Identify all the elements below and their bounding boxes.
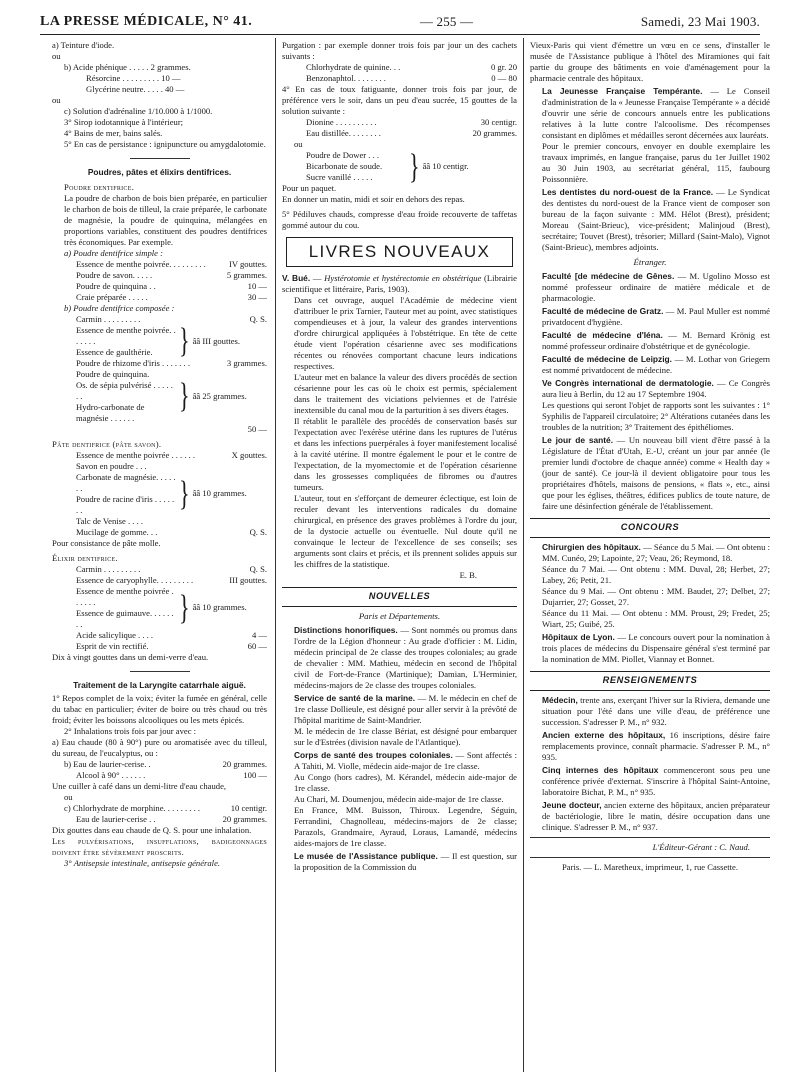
- recipe-row: Essence de menthe poivrée. . . . . . . . . IV gouttes.: [76, 258, 267, 269]
- text-line: Résorcine . . . . . . . . . 10 —: [86, 73, 181, 83]
- section-title: Poudres, pâtes et élixirs dentifrices.: [87, 167, 232, 177]
- news-item: Faculté de médecine de Leipzig. — M. Lothar von Griegern est nommé privatdocent de médecine.: [542, 354, 770, 376]
- separator: [130, 158, 190, 159]
- paragraph: La poudre de charbon de bois bien préparée, en particulier le charbon de bois de tilleul, la craie préparée, le carbonate de magnésie, la poudre de quinquina, mélangées en proportions variables, constituent des poudres dentifrices très économiques. Par exemple.: [64, 192, 267, 247]
- paragraph: Au Congo (hors cadres), M. Kérandel, médecin aide-major de 1re classe.: [294, 771, 517, 793]
- recipe-group: Savon en poudre . . . Carbonate de magnésie. . . . . . . Poudre de racine d'iris . . . . . . . Talc de Venise . . . . } ââ 10 grammes.: [76, 460, 247, 526]
- paragraph: 4° En cas de toux fatiguante, donner trois fois par jour, de préférence vers le soir, dans un peu d'eau sucrée, 15 gouttes de la solution suivante :: [282, 84, 517, 116]
- paragraph: 5° Pédiluves chauds, compresse d'eau froide recouverte de taffetas gommé autour du cou.: [282, 209, 517, 230]
- news-item: Hôpitaux de Lyon. — Le concours ouvert pour la nomination à trois places de médecins du Dispensaire général s'est terminé par la nomination de MM. Piollet, Viannay et Bonnet.: [542, 632, 770, 665]
- paragraph: Séance du 7 Mai. — Ont obtenu : MM. Duval, 28; Herbet, 27; Labey, 26; Petit, 21.: [542, 564, 770, 586]
- recipe: [52, 803, 267, 825]
- section-banner-nouvelles: NOUVELLES: [282, 587, 517, 607]
- text-line: ou: [64, 791, 73, 802]
- text-line: Une cuiller à café dans un demi-litre d'eau chaude,: [52, 780, 227, 791]
- recipe: [282, 117, 517, 139]
- paragraph: 1° Repos complet de la voix; éviter la fumée en général, celle du tabac en particulier; éviter de boire ou très chaud ou très froid; éviter les boissons alcooliques ou les mets épicés.: [52, 692, 267, 725]
- book-author: V. Bué.: [282, 272, 311, 283]
- brace-symbol: }: [179, 472, 190, 513]
- text-line: ou: [52, 51, 61, 61]
- issue-date: Samedi, 23 Mai 1903.: [640, 14, 760, 29]
- text-line: ou: [294, 139, 303, 149]
- paragraph: Il rétablit le parallèle des procédés de conservation basés sur l'expectation avec l'exérèse utérine dans les ruptures de l'utérus et dans les infections puerpérales à foyer manifestement localisé à la cavité utérine. Il montre également le pour et le contre de l'expectation, de la myomectomie et de l'opération césarienne dans les grossesses compliquées de fibromes ou d'autres tumeurs.: [294, 415, 517, 492]
- recipe-row: Dionine . . . . . . . . . . 30 centigr.: [306, 117, 517, 127]
- text-line: 3° Sirop iodotannique à l'intérieur;: [64, 117, 184, 127]
- brace-symbol: }: [179, 586, 190, 627]
- news-item: Ve Congrès international de dermatologie. — Ce Congrès aura lieu à Berlin, du 12 au 17 Septembre 1904.: [542, 378, 770, 400]
- news-item: Distinctions honorifiques. — Sont nommés ou promus dans l'ordre de la Légion d'honneur : Au grade d'officier : M. Lidin, médecin principal de 2e classe des troupes coloniales; au grade de chevalier : MM. Mathieu, médecin en second de l'hôpital civil de Fort-de-France (Martinique); Damian, L'Herminier, médecins-majors de 2e classe des troupes coloniales.: [294, 624, 517, 690]
- column-rule-1: [275, 38, 276, 1072]
- column-3: [530, 40, 770, 1076]
- recipe-row: Eau de laurier-cerise . . 20 grammes.: [76, 813, 267, 824]
- column-1: [52, 40, 267, 1076]
- section-banner-renseignements: RENSEIGNEMENTS: [530, 671, 770, 691]
- paragraph: Séance du 11 Mai. — Ont obtenu : MM. Proust, 29; Fredet, 25; Wiart, 25; Guibé, 25.: [542, 608, 770, 630]
- recipe-group: Poudre de quinquina. Os. de sépia pulvérisé . . . . . . . Hydro-carbonate de magnésie . . . . . . } ââ 25 grammes.: [76, 368, 247, 423]
- footer-rule: [530, 837, 770, 838]
- recipe: [52, 314, 267, 435]
- recipe-group: Essence de menthe poivrée. . . . . . . Essence de gaulthérie. } ââ III gouttes.: [76, 320, 241, 361]
- news-item: Faculté [de médecine de Gênes. — M. Ugolino Mosso est nommé professeur ordinaire de matière médicale et de pharmacologie.: [542, 271, 770, 304]
- text-line: Dix à vingt gouttes dans un demi-verre d'eau.: [52, 651, 209, 662]
- text-line: ou: [52, 95, 61, 105]
- book-publisher: (Librairie scientifique et littéraire, Paris, 1903).: [282, 272, 517, 294]
- book-entry: V. Bué. — Hystérotomie et hystérectomie en obstétrique (Librairie scientifique et littéraire, Paris, 1903).: [282, 272, 517, 294]
- paragraph: L'auteur met en balance la valeur des divers procédés de section césarienne pour les cas où le choix est permis, spécialement dans le traitement des viciations pelviennes et de l'atrésie inextensible du canal mou de la parturition à ses divers étages.: [294, 371, 517, 415]
- news-item: Chirurgien des hôpitaux. — Séance du 5 Mai. — Ont obtenu : MM. Cunéo, 29; Lapointe, 27; Veau, 26; Reymond, 18.: [542, 542, 770, 564]
- classified-item: Jeune docteur, ancien externe des hôpitaux, ancien préparateur de bactériologie, libre le matin, désire occupation dans une clinique. S'adresser P. M., n° 937.: [542, 799, 770, 832]
- footer-rule: [530, 857, 770, 858]
- column-rule-2: [523, 38, 524, 1072]
- recipe-row: Poudre de savon. . . . . 5 grammes.: [76, 269, 267, 280]
- recipe-row: Esprit de vin rectifié. 60 —: [76, 640, 267, 651]
- recipe-title: a) Poudre dentifrice simple :: [64, 247, 163, 258]
- news-item: La Jeunesse Française Tempérante. — Le Conseil d'administration de la « Jeunesse Française Tempérante » a décidé d'ouvrir une série de concours annuels entre les publications relatives à la lutte contre l'alcoolisme. Des récompenses consistant en diplômes et médailles seront décernées aux lauréats.: [542, 86, 770, 140]
- paragraph: a) Eau chaude (80 à 90°) pure ou aromatisée avec du tilleul, du sureau, de l'eucalyptus, ou :: [52, 736, 267, 758]
- subsection-title: Paris et Départements.: [358, 610, 441, 621]
- paragraph: Les questions qui seront l'objet de rapports sont les suivantes : 1° Syphilis de l'appareil circulatoire; 2° Altérations cutanées dans les troubles de la nutrition; 3° Traitement des épithéliomes.: [542, 400, 770, 433]
- text-line: 3° Antisepsie intestinale, antisepsie générale.: [64, 857, 221, 868]
- paragraph: M. le médecin de 1re classe Bériat, est désigné pour embarquer sur le d'Estrées (division navale de l'Atlantique).: [294, 725, 517, 747]
- book-title: Hystérotomie et hystérectomie en obstétrique: [324, 272, 482, 283]
- printer-line: Paris. — L. Maretheux, imprimeur, 1, rue Cassette.: [561, 861, 739, 872]
- subsection-title: Étranger.: [633, 257, 667, 267]
- journal-title: LA PRESSE MÉDICALE, N° 41.: [40, 14, 253, 29]
- text-line: 5° En cas de persistance : ignipuncture ou amygdalotomie.: [64, 139, 266, 149]
- paragraph: Dans cet ouvrage, auquel l'Académie de médecine vient d'attribuer le prix Tarnier, l'auteur met au point, avec statistiques compendieuses et à jour, la valeur des grandes interventions d'ordre chirurgical appliquées à l'obstétrique. En tête de cette étude vient l'opération césarienne avec ses modifications récentes ou rénovées comportant chacune leurs indications respectives.: [294, 294, 517, 371]
- paragraph: Purgation : par exemple donner trois fois par jour un des cachets suivants :: [282, 40, 517, 61]
- paragraph: L'auteur, tout en s'efforçant de demeurer éclectique, est loin de reculer devant les interventions radicales du domaine chirurgical, en présence des graves problèmes à l'ordre du jour, de la dystocie actuelle ou éventuelle. Nul doute qu'il ne convainque le lecteur de l'excellence de ses conseils; ses arguments sont clairs et précis, et ils prennent solides appuis sur les chiffres de la statistique.: [294, 492, 517, 569]
- recipe-row: Craie préparée . . . . . 30 —: [76, 291, 267, 302]
- paragraph: En donner un matin, midi et soir en dehors des repas.: [282, 194, 465, 204]
- recipe-row: Essence de caryophylle. . . . . . . . . III gouttes.: [76, 574, 267, 585]
- recipe-row: Acide salicylique . . . . 4 —: [76, 629, 267, 640]
- recipe-row: 50 —: [247, 423, 267, 434]
- recipe: [52, 564, 267, 652]
- subsection-title: Poudre dentifrice.: [64, 181, 135, 192]
- signature: E. B.: [459, 569, 477, 580]
- text-line: Pour un paquet.: [282, 183, 337, 193]
- news-item: Service de santé de la marine. — M. le médecin en chef de 1re classe Dollieule, est désigné pour aller servir à la prévôté de l'hôpital maritime de Saint-Mandrier.: [294, 692, 517, 725]
- subsection-title: Pâte dentifrice (pâte savon).: [52, 438, 162, 449]
- recipe: [52, 759, 267, 781]
- paragraph: Vieux-Paris qui vient d'émettre un vœu en ce sens, d'installer le musée de l'Assistance publique à l'hôtel des Miramiones qui fait partie du groupe des bâtiments en voie d'aménagement pour la pharmacie centrale des hôpitaux.: [530, 40, 770, 83]
- column-2: [282, 40, 517, 1076]
- warning-line: Les pulvérisations, insufflations, badigeonnages doivent être sévèrement proscrits.: [52, 835, 267, 857]
- news-item: Corps de santé des troupes coloniales. — Sont affectés : A Tahiti, M. Violle, médecin aide-major de 1re classe.: [294, 749, 517, 771]
- recipe-row: Essence de menthe poivrée . . . . . . X gouttes.: [76, 449, 267, 460]
- subsection-title: Élixir dentifrice.: [52, 552, 118, 563]
- page-header: [40, 10, 760, 34]
- text-line: 4° Bains de mer, bains salés.: [64, 128, 163, 138]
- brace-symbol: }: [179, 320, 190, 361]
- recipe-row: Eau distillée. . . . . . . . 20 grammes.: [306, 128, 517, 138]
- news-item: Le musée de l'Assistance publique. — Il est question, sur la proposition de la Commission du: [294, 850, 517, 872]
- text-line: c) Solution d'adrénaline 1/10.000 à 1/1000.: [64, 106, 213, 116]
- paragraph: Pour le premier concours, envoyer en double exemplaire les travaux imprimés, en langue française, parus du 1er Juillet 1902 au 30 Juin 1903, au secrétariat général, 115, faubourg Poissonnière.: [542, 141, 770, 184]
- page-number: — 255 —: [419, 14, 474, 29]
- paragraph: En France, MM. Buisson, Thiroux. Legendre, Séguin, Ferrandini, Chagnolleau, médecins-majors de 2e classe; Parazols, Grandmaire, Ayraud, Loraus, Lamandé, médecins aides-majors de 1re classe.: [294, 804, 517, 848]
- text-line: b) Acide phénique . . . . . 2 grammes.: [64, 62, 191, 72]
- news-item: Le jour de santé. — Un nouveau bill vient d'être passé à la Législature de l'État d'Utah, E.-U, créant un jour par année (le premier lundi d'octobre de chaque année) comme « Health day » (jour de santé). Ce jour-là il devient obligatoire pour tous les propriétaires d'hôtels, maisons de pensions, « flats », etc., ainsi que pour les églises, théâtres, édifices publics de toute nature, de faire une désinfection générale de l'établissement.: [542, 435, 770, 512]
- recipe-row: Poudre de quinquina . . 10 —: [76, 280, 267, 291]
- text-line: Glycérine neutre. . . . . 40 —: [86, 84, 185, 94]
- text-line: 2° Inhalations trois fois par jour avec :: [64, 725, 197, 736]
- news-item: Faculté de médecine de Gratz. — M. Paul Muller est nommé privatdocent d'hygiène.: [542, 306, 770, 328]
- classified-item: Médecin, trente ans, exerçant l'hiver sur la Riviera, demande une situation pour l'été dans une ville d'eau, de préférence une succession. S'adresser P. M., n° 932.: [542, 694, 770, 727]
- text-line: Dix gouttes dans eau chaude de Q. S. pour une inhalation.: [52, 824, 252, 835]
- recipe: [282, 62, 517, 84]
- news-item: Faculté de médecine d'Iéna. — M. Bernard Krönig est nommé professeur ordinaire d'obstétrique et de gynécologie.: [542, 330, 770, 352]
- text-line: a) Teinture d'iode.: [52, 40, 115, 50]
- section-banner-livres: LIVRES NOUVEAUX: [286, 237, 513, 267]
- recipe-row: Benzonaphtol. . . . . . . . 0 — 80: [306, 73, 517, 83]
- brace-symbol: }: [179, 375, 190, 416]
- recipe-group: Poudre de Dower . . . Bicarbonate de soude. Sucre vanillé . . . . . } ââ 10 centigr.: [306, 145, 469, 186]
- header-rule: [40, 34, 760, 35]
- recipe: [52, 259, 267, 303]
- brace-symbol: }: [409, 145, 420, 186]
- section-banner-concours: CONCOURS: [530, 518, 770, 538]
- recipe-row: c) Chlorhydrate de morphine. . . . . . . . . 10 centigr.: [64, 802, 267, 813]
- editor-line: L'Éditeur-Gérant : C. Naud.: [652, 841, 750, 852]
- classified-item: Cinq internes des hôpitaux commenceront sous peu une conférence privée d'externat. S'inscrire à l'hôpital Saint-Antoine, laboratoire Bichat, P. M., n° 935.: [542, 764, 770, 797]
- separator: [130, 671, 190, 672]
- news-item: Les dentistes du nord-ouest de la France. — Le Syndicat des dentistes du nord-ouest de la France vient de composer son bureau de la façon suivante : MM. Hélot (Brest), président; Moreau (Saint-Brieuc), vice-président; Malinjoud (Brest), secrétaire; Touvet (Brest), trésorier; Millard (Saint-Malo), Vignot (Saint-Brieuc), membres adjoints.: [542, 187, 770, 252]
- classified-item: Ancien externe des hôpitaux, 16 inscriptions, désire faire remplacements province, connaît pharmacie. S'adresser P. M., n° 935.: [542, 729, 770, 762]
- recipe-row: Carmin . . . . . . . . . Q. S.: [76, 563, 267, 574]
- recipe-row: Poudre de rhizome d'iris . . . . . . . 3 grammes.: [76, 357, 267, 368]
- recipe-row: Carmin . . . . . . . . . Q. S.: [76, 313, 267, 324]
- paragraph: Séance du 9 Mai. — Ont obtenu : MM. Baudet, 27; Delbet, 27; Dujarrier, 27; Gosset, 27.: [542, 586, 770, 608]
- recipe-row: Chlorhydrate de quinine. . . 0 gr. 20: [306, 62, 517, 72]
- recipe-row: b) Eau de laurier-cerise. . 20 grammes.: [64, 758, 267, 769]
- recipe: [52, 450, 267, 538]
- text-line: Pour consistance de pâte molle.: [52, 537, 161, 548]
- recipe-row: Mucilage de gomme. . . Q. S.: [76, 526, 267, 537]
- section-title: Traitement de la Laryngite catarrhale aiguë.: [73, 679, 246, 690]
- recipe-title: b) Poudre dentifrice composée :: [64, 302, 175, 313]
- paragraph: Au Chari, M. Doumenjou, médecin aide-major de 1re classe.: [294, 793, 504, 804]
- recipe-group: Essence de menthe poivrée . . . . . . Essence de guimauve. . . . . . . . } ââ 10 grammes.: [76, 585, 247, 629]
- recipe-row: Alcool à 90° . . . . . . 100 —: [76, 769, 267, 780]
